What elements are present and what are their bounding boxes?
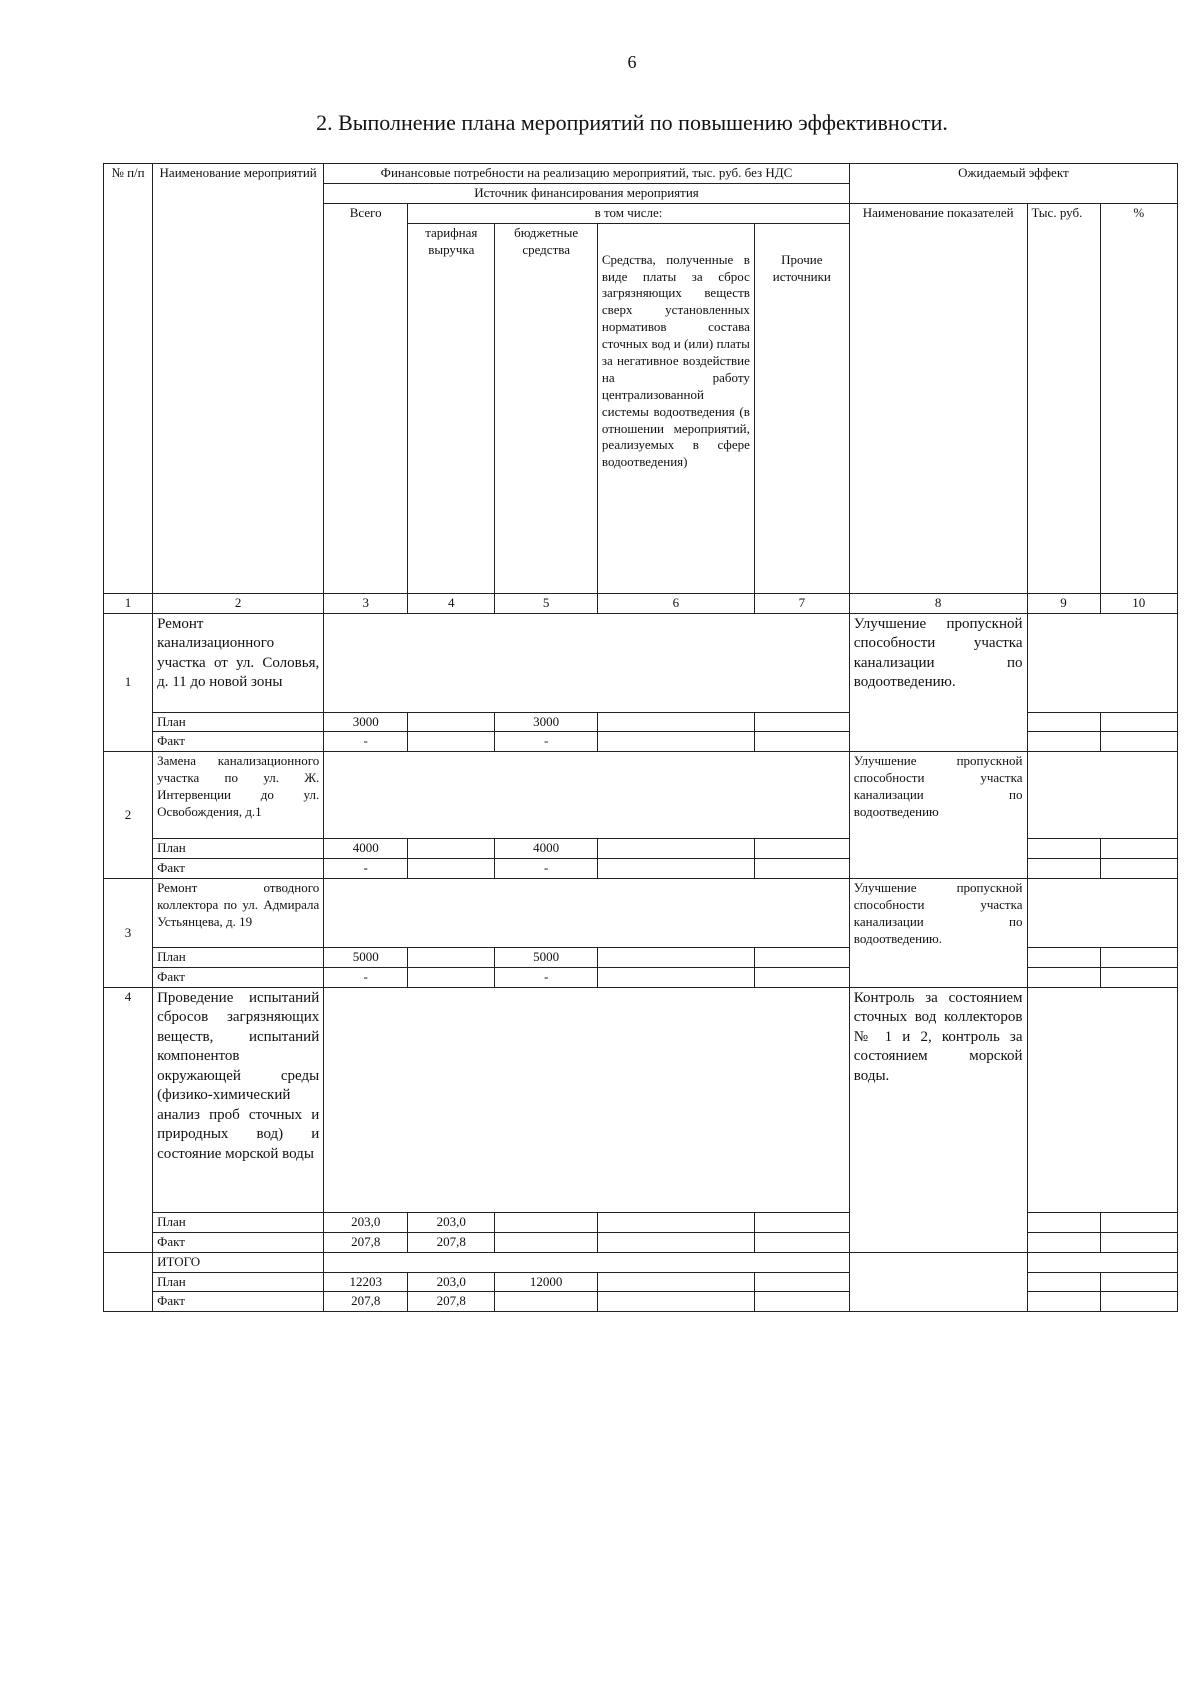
table-row	[104, 752, 1178, 839]
row-name: Ремонт отводного коллектора по ул. Адмирала Устьянцева, д. 19	[153, 879, 324, 948]
plan-label: План	[153, 948, 324, 968]
fact-tariff	[408, 732, 495, 752]
plan-budget: 3000	[495, 712, 597, 732]
row-num: 4	[104, 987, 153, 1252]
header-percent: %	[1100, 203, 1177, 593]
col-number: 3	[324, 593, 408, 613]
plan-budget: 12000	[495, 1272, 597, 1292]
col-number: 5	[495, 593, 597, 613]
fact-tariff	[408, 859, 495, 879]
plan-label: План	[153, 712, 324, 732]
total-row	[104, 1252, 1178, 1272]
plan-total: 3000	[324, 712, 408, 732]
fact-total: -	[324, 859, 408, 879]
row-effect: Улучшение пропускной способности участка канализации по водоотведению	[849, 752, 1027, 879]
fact-label: Факт	[153, 859, 324, 879]
measures-table	[103, 163, 1178, 1312]
col-number: 1	[104, 593, 153, 613]
fact-budget	[495, 1232, 597, 1252]
fact-total: 207,8	[324, 1232, 408, 1252]
fact-label: Факт	[153, 1292, 324, 1312]
row-num: 2	[104, 752, 153, 879]
row-effect: Контроль за состоянием сточных вод коллекторов № 1 и 2, контроль за состоянием морской воды.	[849, 987, 1027, 1252]
fact-tariff: 207,8	[408, 1232, 495, 1252]
header-other: Прочие источники	[754, 223, 849, 593]
plan-label: План	[153, 839, 324, 859]
table-row	[104, 879, 1178, 948]
row-name: Замена канализационного участка по ул. Ж. Интервенции до ул. Освобождения, д.1	[153, 752, 324, 839]
fact-budget	[495, 1292, 597, 1312]
plan-label: План	[153, 1272, 324, 1292]
header-name: Наименование мероприятий	[153, 164, 324, 594]
plan-tariff	[408, 712, 495, 732]
plan-total: 4000	[324, 839, 408, 859]
row-effect: Улучшение пропускной способности участка канализации по водоотведению.	[849, 613, 1027, 752]
header-thous: Тыс. руб.	[1027, 203, 1100, 593]
header-num: № п/п	[104, 164, 153, 594]
header-effect: Ожидаемый эффект	[849, 164, 1177, 204]
header-fin: Финансовые потребности на реализацию мероприятий, тыс. руб. без НДС	[324, 164, 850, 184]
header-total: Всего	[324, 203, 408, 593]
plan-budget: 5000	[495, 948, 597, 968]
plan-total: 5000	[324, 948, 408, 968]
row-num: 1	[104, 613, 153, 752]
page-number: 6	[627, 52, 637, 72]
col-number: 10	[1100, 593, 1177, 613]
plan-total: 203,0	[324, 1212, 408, 1232]
fact-tariff	[408, 968, 495, 988]
fact-budget: -	[495, 732, 597, 752]
fact-budget: -	[495, 968, 597, 988]
col-number: 2	[153, 593, 324, 613]
fact-total: -	[324, 968, 408, 988]
row-num: 3	[104, 879, 153, 988]
plan-tariff: 203,0	[408, 1212, 495, 1232]
fact-label: Факт	[153, 968, 324, 988]
header-budget: бюджетные средства	[495, 223, 597, 593]
header-tariff: тарифная выручка	[408, 223, 495, 593]
col-number: 9	[1027, 593, 1100, 613]
col-number: 4	[408, 593, 495, 613]
fact-budget: -	[495, 859, 597, 879]
row-effect: Улучшение пропускной способности участка канализации по водоотведению.	[849, 879, 1027, 988]
header-incl: в том числе:	[408, 203, 850, 223]
plan-tariff	[408, 839, 495, 859]
fact-label: Факт	[153, 1232, 324, 1252]
header-indicators: Наименование показателей	[849, 203, 1027, 593]
header-funds: Средства, полученные в виде платы за сброс загрязняющих веществ сверх установленных нормативов состава сточных вод и (или) платы за негативное воздействие на работу централизованной системы водоотведения (в отношении мероприятий, реализуемых в сфере водоотведения)	[597, 223, 754, 593]
header-source: Источник финансирования мероприятия	[324, 183, 850, 203]
plan-total: 12203	[324, 1272, 408, 1292]
fact-total: 207,8	[324, 1292, 408, 1312]
table-row	[104, 987, 1178, 1212]
fact-tariff: 207,8	[408, 1292, 495, 1312]
plan-budget: 4000	[495, 839, 597, 859]
fact-total: -	[324, 732, 408, 752]
plan-budget	[495, 1212, 597, 1232]
fact-label: Факт	[153, 732, 324, 752]
total-label: ИТОГО	[153, 1252, 324, 1272]
row-name: Проведение испытаний сбросов загрязняющих веществ, испытаний компонентов окружающей среды (физико-химический анализ проб сточных и природных вод) и состояние морской воды	[153, 987, 324, 1212]
plan-tariff: 203,0	[408, 1272, 495, 1292]
plan-label: План	[153, 1212, 324, 1232]
col-number: 8	[849, 593, 1027, 613]
col-number: 7	[754, 593, 849, 613]
table-row	[104, 613, 1178, 712]
row-name: Ремонт канализационного участка от ул. Соловья, д. 11 до новой зоны	[153, 613, 324, 712]
page-title: 2. Выполнение плана мероприятий по повышению эффективности.	[316, 110, 948, 135]
plan-tariff	[408, 948, 495, 968]
col-number: 6	[597, 593, 754, 613]
